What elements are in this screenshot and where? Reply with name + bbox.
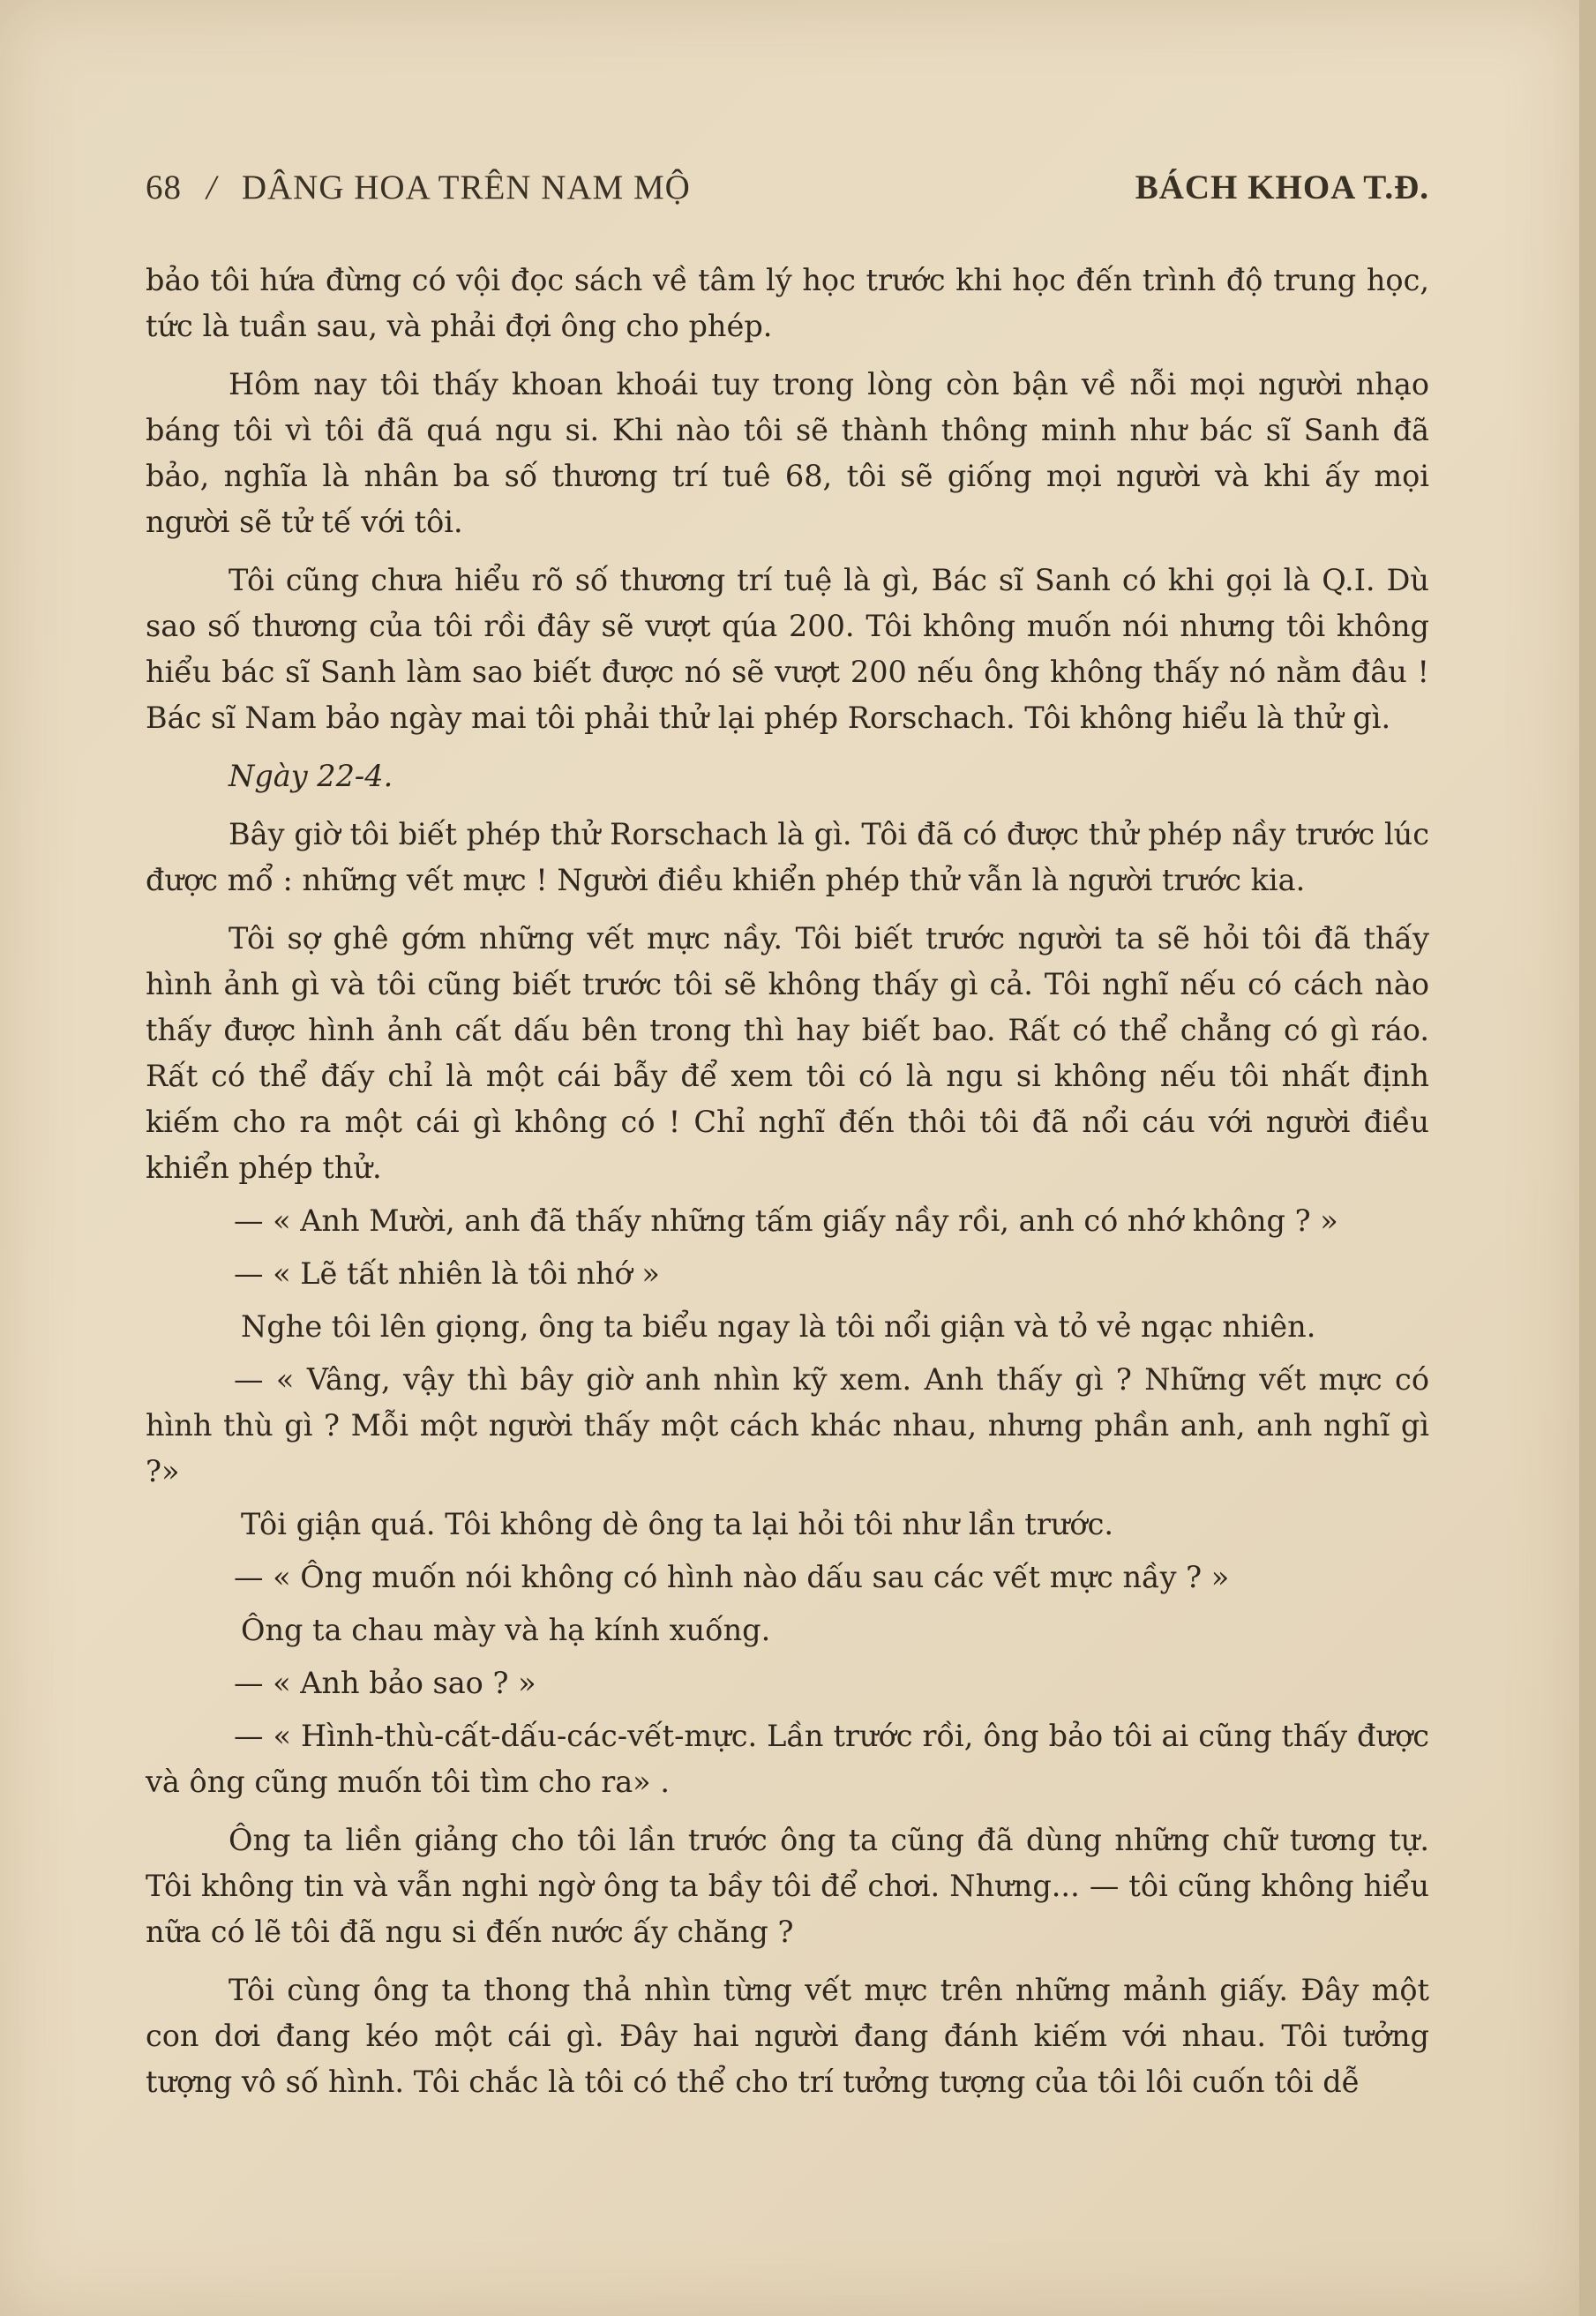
paragraph: Nghe tôi lên giọng, ông ta biểu ngay là tôi nổi giận và tỏ vẻ ngạc nhiên. bbox=[241, 1309, 1316, 1344]
paragraph: Tôi cũng chưa hiểu rõ số thương trí tuệ là gì, Bác sĩ Sanh có khi gọi là Q.I. Dù sao số thương của tôi rồi đây sẽ vượt qúa 200. Tôi không muốn nói nhưng tôi không hiểu bác sĩ Sanh làm sao biết được nó sẽ vượt 200 nếu ông không thấy nó nằm đâu ! Bác sĩ Nam bảo ngày mai tôi phải thử lại phép Rorschach. Tôi không hiểu là thử gì. bbox=[146, 563, 1429, 735]
dialogue-line: — « Lẽ tất nhiên là tôi nhớ » bbox=[234, 1256, 660, 1291]
page-number: 68 bbox=[146, 169, 182, 206]
diary-date: Ngày 22-4. bbox=[229, 759, 393, 793]
paragraph: Tôi giận quá. Tôi không dè ông ta lại hỏi tôi như lần trước. bbox=[241, 1507, 1113, 1541]
paragraph: Tôi sợ ghê gớm những vết mực nầy. Tôi biết trước người ta sẽ hỏi tôi đã thấy hình ảnh gì và tôi cũng biết trước tôi sẽ không thấy gì cả. Tôi nghĩ nếu có cách nào thấy được hình ảnh cất dấu bên trong thì hay biết bao. Rất có thể chẳng có gì ráo. Rất có thể đấy chỉ là một cái bẫy để xem tôi có là ngu si không nếu tôi nhất định kiếm cho ra một cái gì không có ! Chỉ nghĩ đến thôi tôi đã nổi cáu với người điều khiển phép thử. bbox=[146, 921, 1429, 1185]
paragraph: Tôi cùng ông ta thong thả nhìn từng vết mực trên những mảnh giấy. Đây một con dơi đang kéo một cái gì. Đây hai người đang đánh kiếm với nhau. Tôi tưởng tượng vô số hình. Tôi chắc là tôi có thể cho trí tưởng tượng của tôi lôi cuốn tôi dễ bbox=[146, 1973, 1429, 2099]
dialogue-line: — « Hình-thù-cất-dấu-các-vết-mực. Lần trước rồi, ông bảo tôi ai cũng thấy được và ông cũng muốn tôi tìm cho ra» . bbox=[146, 1719, 1429, 1799]
paragraph: Bây giờ tôi biết phép thử Rorschach là gì. Tôi đã có được thử phép nầy trước lúc được mổ : những vết mực ! Người điều khiển phép thử vẫn là người trước kia. bbox=[146, 817, 1429, 897]
dialogue-line: — « Anh Mười, anh đã thấy những tấm giấy nầy rồi, anh có nhớ không ? » bbox=[234, 1203, 1338, 1238]
page-body bbox=[146, 258, 1429, 2105]
dialogue-line: — « Anh bảo sao ? » bbox=[234, 1666, 536, 1700]
dialogue-line: — « Vâng, vậy thì bây giờ anh nhìn kỹ xem. Anh thấy gì ? Những vết mực có hình thù gì ? Mỗi một người thấy một cách khác nhau, nhưng phần anh, anh nghĩ gì ?» bbox=[146, 1362, 1429, 1488]
dialogue-line: — « Ông muốn nói không có hình nào dấu sau các vết mực nầy ? » bbox=[234, 1560, 1230, 1594]
paragraph: Ông ta liền giảng cho tôi lần trước ông ta cũng đã dùng những chữ tương tự. Tôi không tin và vẫn nghi ngờ ông ta bầy tôi để chơi. Nhưng... — tôi cũng không hiểu nữa có lẽ tôi đã ngu si đến nước ấy chăng ? bbox=[146, 1823, 1429, 1949]
running-title: DÂNG HOA TRÊN NAM MỘ bbox=[241, 169, 691, 206]
header-separator: / bbox=[206, 169, 217, 206]
paragraph: Ông ta chau mày và hạ kính xuống. bbox=[241, 1613, 771, 1647]
page-edge bbox=[1579, 0, 1596, 2316]
journal-name: BÁCH KHOA T.Đ. bbox=[1135, 169, 1429, 206]
page-header bbox=[146, 168, 1429, 207]
paragraph: Hôm nay tôi thấy khoan khoái tuy trong lòng còn bận về nỗi mọi người nhạo báng tôi vì tôi đã quá ngu si. Khi nào tôi sẽ thành thông minh như bác sĩ Sanh đã bảo, nghĩa là nhân ba số thương trí tuê 68, tôi sẽ giống mọi người và khi ấy mọi người sẽ tử tế với tôi. bbox=[146, 367, 1429, 539]
paragraph: bảo tôi hứa đừng có vội đọc sách về tâm lý học trước khi học đến trình độ trung học, tức là tuần sau, và phải đợi ông cho phép. bbox=[146, 263, 1429, 343]
